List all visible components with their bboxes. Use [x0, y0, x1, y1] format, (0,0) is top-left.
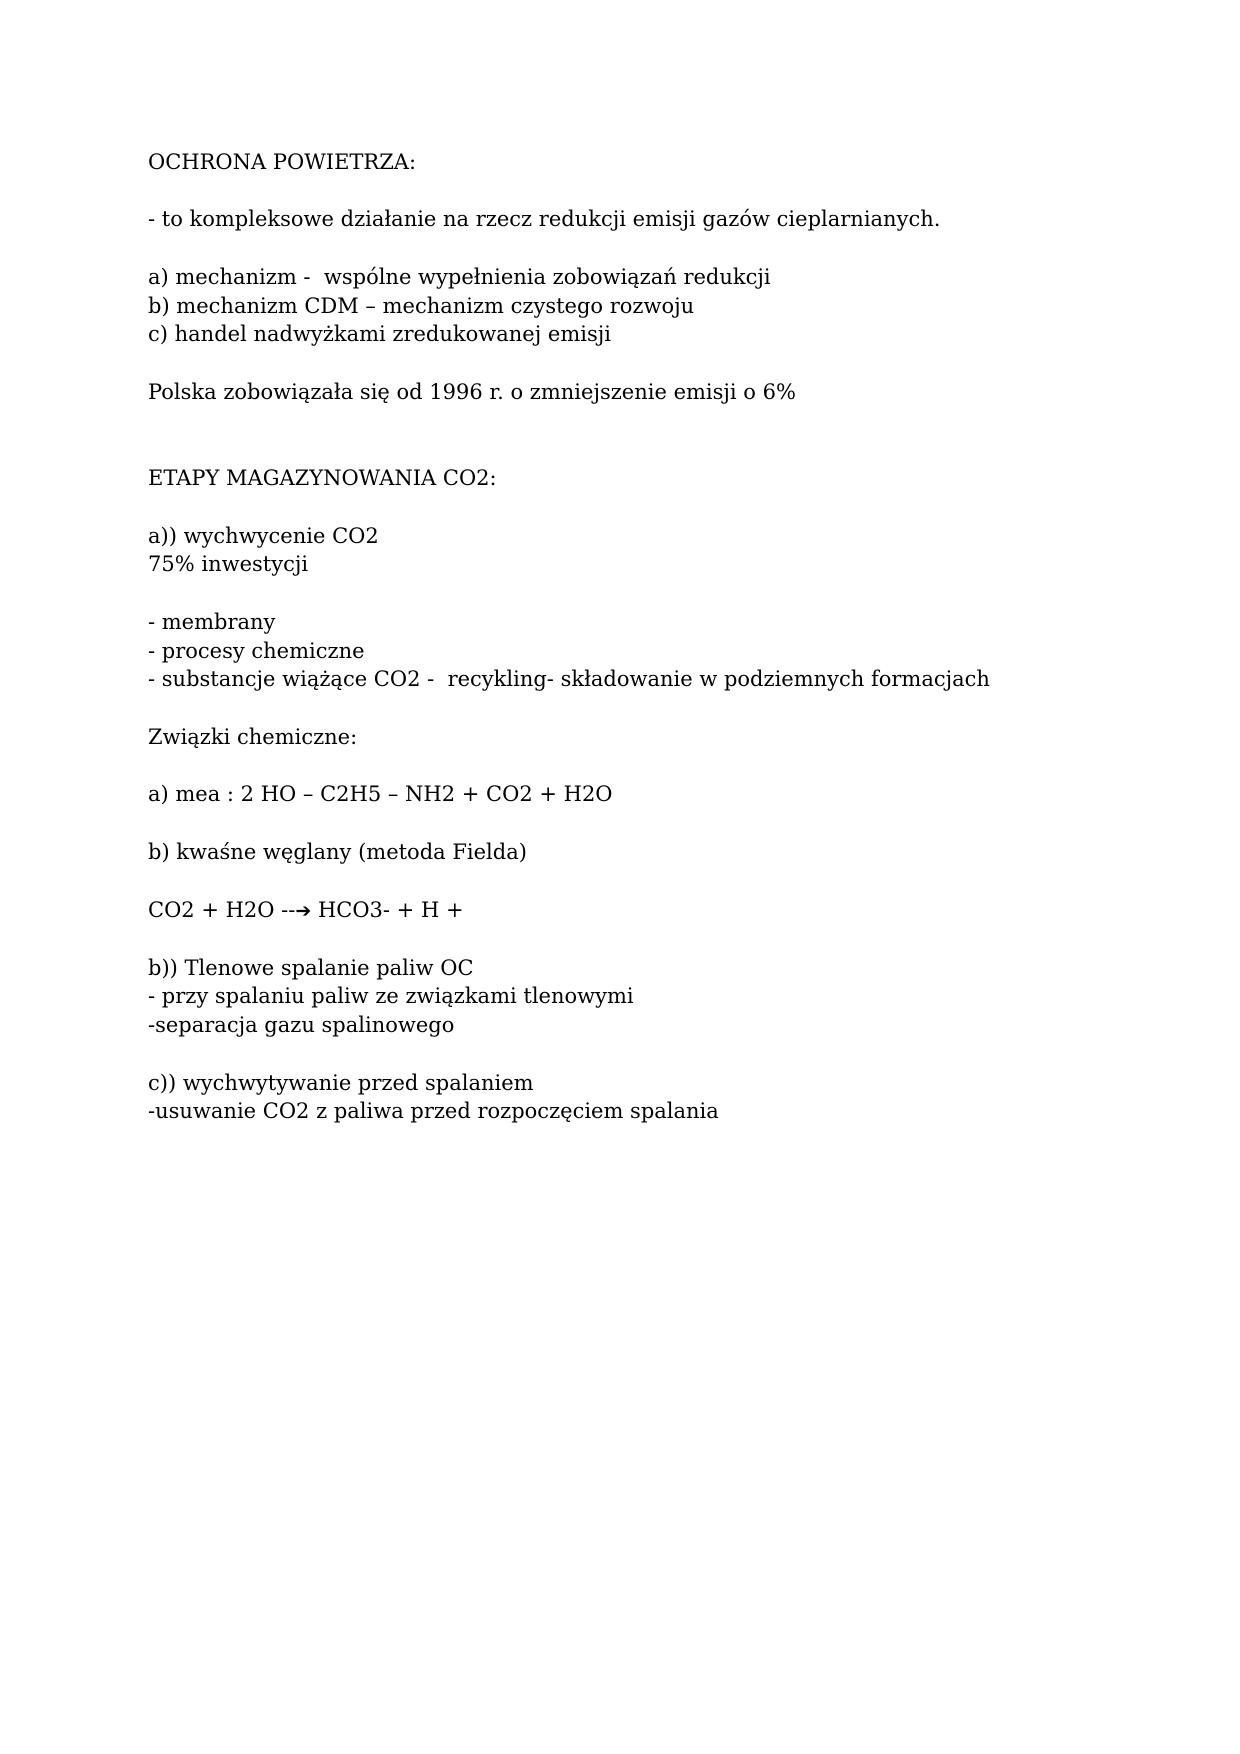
- reaction-equation: [148, 896, 464, 925]
- mechanism-item-a: a) mechanizm - wspólne wypełnienia zobowiązań redukcji: [148, 265, 771, 289]
- method-item-chemical: - procesy chemiczne: [148, 639, 365, 663]
- stage-c-line-1: -usuwanie CO2 z paliwa przed rozpoczęciem spalania: [148, 1099, 719, 1123]
- poland-commitment: Polska zobowiązała się od 1996 r. o zmniejszenie emisji o 6%: [148, 380, 796, 404]
- stage-b-line-2: -separacja gazu spalinowego: [148, 1013, 455, 1037]
- equation-left: CO2 + H2O --: [148, 898, 296, 922]
- intro-text: - to kompleksowe działanie na rzecz redukcji emisji gazów cieplarnianych.: [148, 207, 941, 231]
- compounds-heading: Związki chemiczne:: [148, 725, 358, 749]
- heading-co2-storage: ETAPY MAGAZYNOWANIA CO2:: [148, 466, 497, 490]
- arrow-icon: ➔: [295, 900, 312, 922]
- heading-air-protection: OCHRONA POWIETRZA:: [148, 150, 417, 174]
- equation-right: HCO3- + H +: [311, 898, 464, 922]
- method-item-membranes: - membrany: [148, 610, 276, 634]
- stage-a-title: a)) wychwycenie CO2: [148, 524, 379, 548]
- stage-b-title: b)) Tlenowe spalanie paliw OC: [148, 956, 474, 980]
- mechanism-item-c: c) handel nadwyżkami zredukowanej emisji: [148, 322, 611, 346]
- mechanism-item-b: b) mechanizm CDM – mechanizm czystego rozwoju: [148, 294, 695, 318]
- stage-c-title: c)) wychwytywanie przed spalaniem: [148, 1071, 534, 1095]
- method-item-binding: - substancje wiążące CO2 - recykling- składowanie w podziemnych formacjach: [148, 667, 990, 691]
- stage-a-investment: 75% inwestycji: [148, 552, 309, 576]
- compound-b: b) kwaśne węglany (metoda Fielda): [148, 840, 527, 864]
- stage-b-line-1: - przy spalaniu paliw ze związkami tlenowymi: [148, 984, 634, 1008]
- compound-a: a) mea : 2 HO – C2H5 – NH2 + CO2 + H2O: [148, 782, 613, 806]
